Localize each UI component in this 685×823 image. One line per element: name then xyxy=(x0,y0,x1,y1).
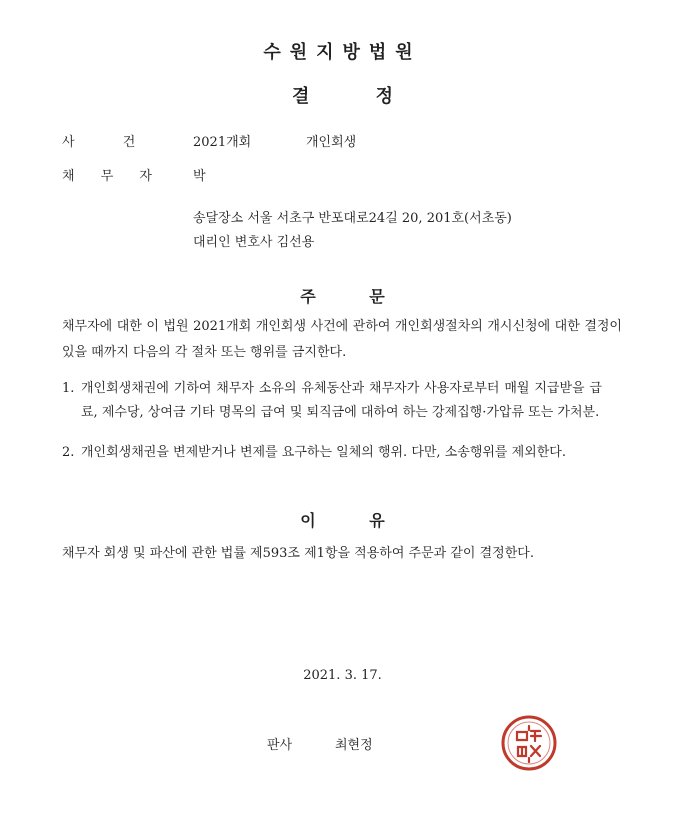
case-number: 2021개회 xyxy=(193,135,252,150)
item-number: 1. xyxy=(62,381,75,396)
reason-heading: 이 유 xyxy=(300,511,385,530)
debtor-name: 박 xyxy=(193,169,206,184)
order-text: 채무자에 대한 이 법원 2021개회 개인회생 사건에 관하여 개인회생절차의 개시신청에 대한 결정이 있을 때까지 다음의 각 절차 또는 행위를 금지한다. xyxy=(62,319,622,360)
case-label: 사 건 xyxy=(62,135,136,150)
list-item xyxy=(62,377,602,425)
decision-date: 2021. 3. 17. xyxy=(303,668,382,683)
item-number: 2. xyxy=(62,445,75,460)
item-text: 개인회생채권을 변제받거나 변제를 요구하는 일체의 행위. 다만, 소송행위를 제외한다. xyxy=(81,445,566,460)
case-type: 개인회생 xyxy=(306,135,357,150)
item-text: 개인회생채권에 기하여 채무자 소유의 유체동산과 채무자가 사용자로부터 매월 지급받을 급료, 제수당, 상여금 기타 명목의 급여 및 퇴직금에 대하여 하는 강제집행·가압류 또는 가처분. xyxy=(81,381,602,420)
service-address: 송달장소 서울 서초구 반포대로24길 20, 201호(서초동) xyxy=(193,211,512,226)
order-heading: 주 문 xyxy=(300,287,385,306)
reason-text: 채무자 회생 및 파산에 관한 법률 제593조 제1항을 적용하여 주문과 같이 결정한다. xyxy=(62,546,534,561)
list-item xyxy=(62,441,602,465)
judge-name: 최현정 xyxy=(335,738,373,753)
judge-label: 판사 xyxy=(267,738,293,753)
decision-title: 결 정 xyxy=(291,86,394,107)
court-seal-icon xyxy=(500,714,558,772)
agent: 대리인 변호사 김선용 xyxy=(193,235,315,250)
debtor-label: 채 무 자 xyxy=(62,169,152,184)
court-name: 수원지방법원 xyxy=(263,42,422,63)
